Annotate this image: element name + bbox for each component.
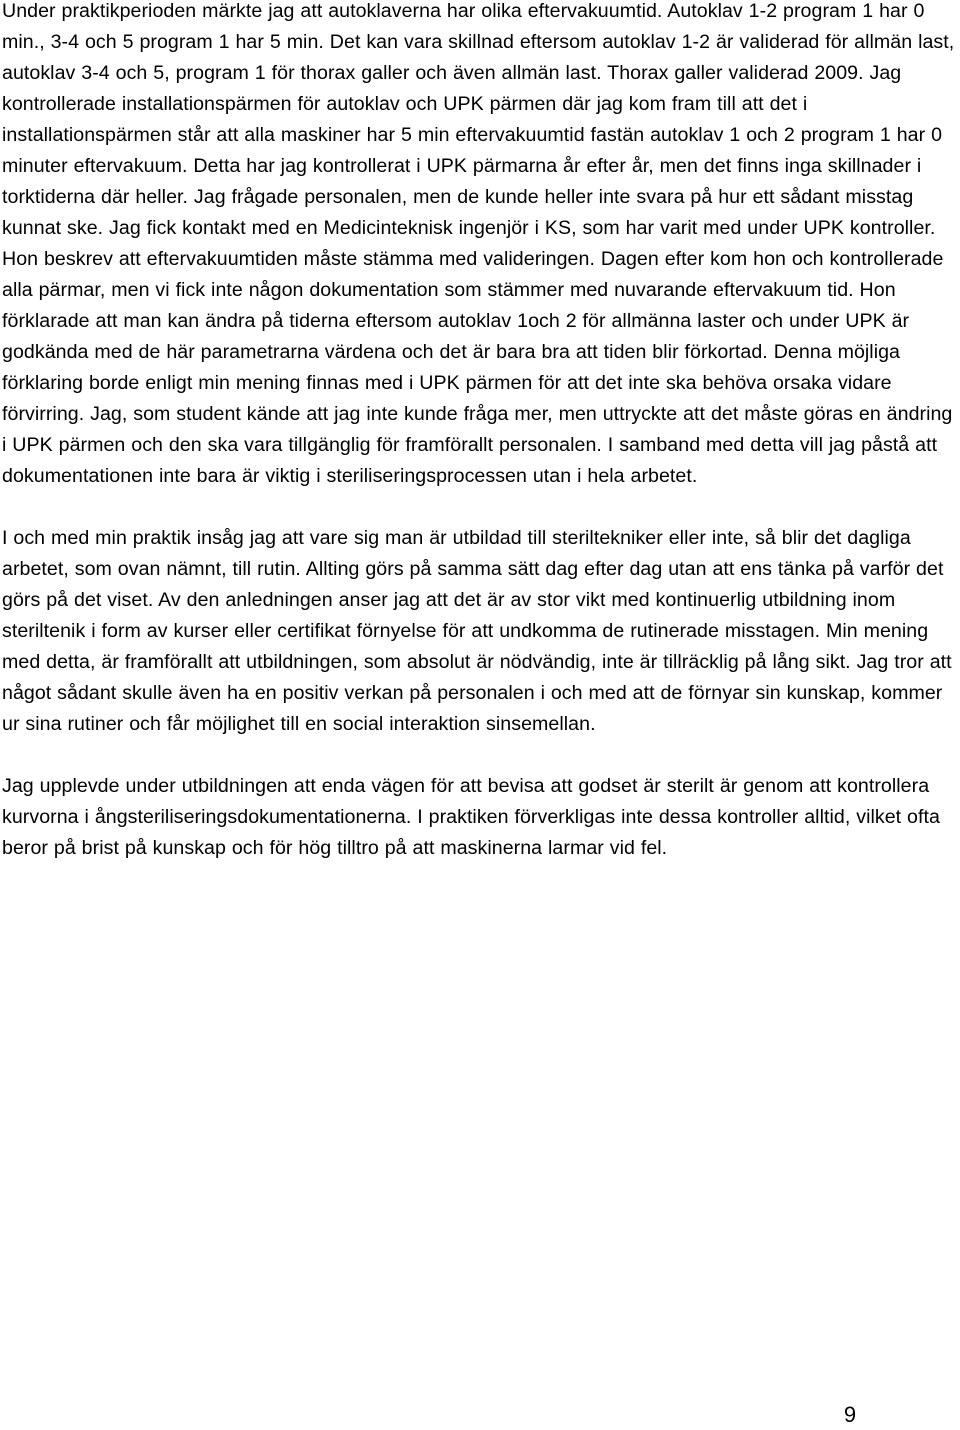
page-number: 9 xyxy=(843,1402,857,1427)
paragraph-autoclave-findings: Under praktikperioden märkte jag att autoklaverna har olika eftervakuumtid. Autoklav 1-2 program 1 har 0 min., 3-4 och 5 program 1 har 5 min. Det kan vara skillnad eftersom autoklav 1-2 är validerad för allmän last, autoklav 3-4 och 5, program 1 för thorax galler och även allmän last. Thorax galler validerad 2009. Jag kontrollerade installationspärmen för autoklav och UPK pärmen där jag kom fram till att det i installationspärmen står att alla maskiner har 5 min eftervakuumtid fastän autoklav 1 och 2 program 1 har 0 minuter eftervakuum. Detta har jag kontrollerat i UPK pärmarna år efter år, men det finns inga skillnader i torktiderna där heller. Jag frågade personalen, men de kunde heller inte svara på hur ett sådant misstag kunnat ske. Jag fick kontakt med en Medicinteknisk ingenjör i KS, som har varit med under UPK kontroller. Hon beskrev att eftervakuumtiden måste stämma med valideringen. Dagen efter kom hon och kontrollerade alla pärmar, men vi fick inte någon dokumentation som stämmer med nuvarande eftervakuum tid. Hon förklarade att man kan ändra på tiderna eftersom autoklav 1och 2 för allmänna laster och under UPK är godkända med de här parametrarna värdena och det är bara bra att tiden blir förkortad. Denna möjliga förklaring borde enligt min mening finnas med i UPK pärmen för att det inte ska behöva orsaka vidare förvirring. Jag, som student kände att jag inte kunde fråga mer, men uttryckte att det måste göras en ändring i UPK pärmen och den ska vara tillgänglig för framförallt personalen. I samband med detta vill jag påstå att dokumentationen inte bara är viktig i steriliseringsprocessen utan i hela arbetet. xyxy=(2,0,955,487)
paragraph-steam-sterilization-control: Jag upplevde under utbildningen att enda vägen för att bevisa att godset är sterilt är genom att kontrollera kurvorna i ångsteriliseringsdokumentationerna. I praktiken förverkligas inte dessa kontroller alltid, vilket ofta beror på brist på kunskap och för hög tilltro på att maskinerna larmar vid fel. xyxy=(2,775,940,859)
document-body xyxy=(2,0,958,864)
paragraph-continuous-education: I och med min praktik insåg jag att vare sig man är utbildad till steriltekniker eller inte, så blir det dagliga arbetet, som ovan nämnt, till rutin. Allting görs på samma sätt dag efter dag utan att ens tänka på varför det görs på det viset. Av den anledningen anser jag att det är av stor vikt med kontinuerlig utbildning inom steriltenik i form av kurser eller certifikat förnyelse för att undkomma de rutinerade misstagen. Min mening med detta, är framförallt att utbildningen, som absolut är nödvändig, inte är tillräcklig på lång sikt. Jag tror att något sådant skulle även ha en positiv verkan på personalen i och med att de förnyar sin kunskap, kommer ur sina rutiner och får möjlighet till en social interaktion sinsemellan. xyxy=(2,527,952,735)
